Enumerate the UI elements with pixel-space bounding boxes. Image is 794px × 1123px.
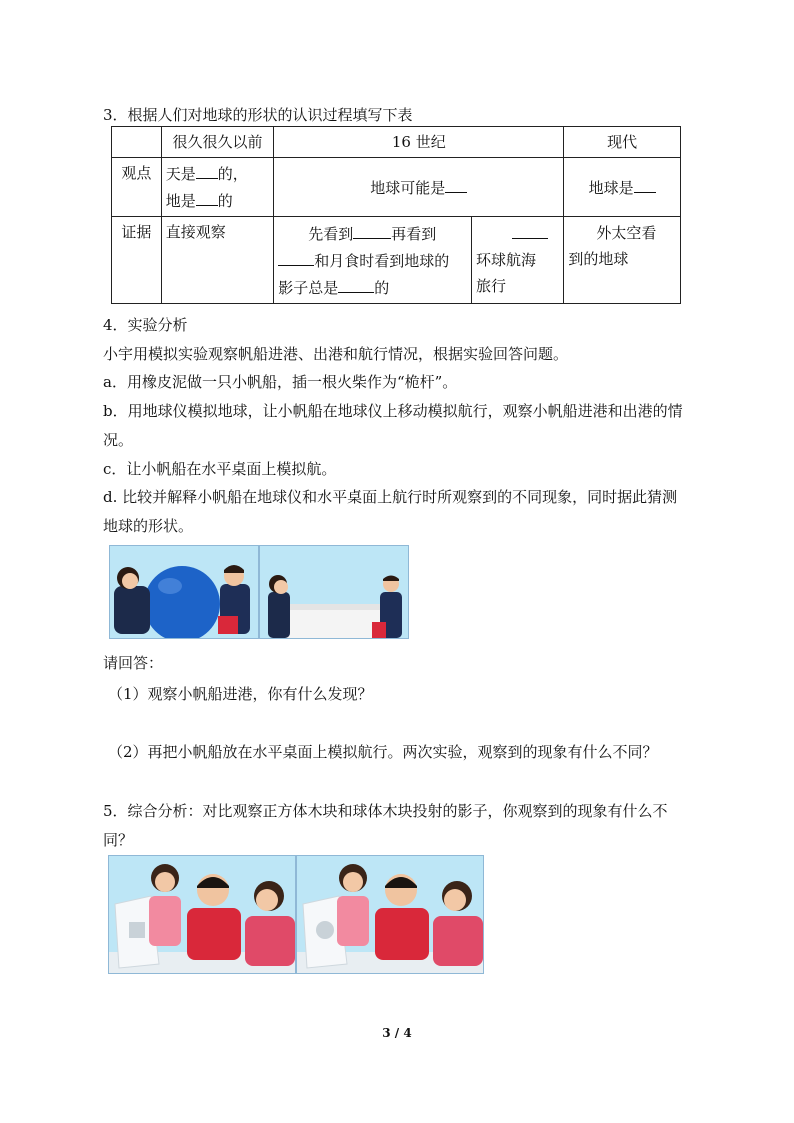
cell-evidence-16th-observe: 先看到 再看到 和月食时看到地球的 影子总是 的 [274, 217, 472, 304]
answer-blank[interactable] [353, 220, 391, 239]
table-row-evidence [112, 217, 681, 304]
q3-title: 3．根据人们对地球的形状的认识过程填写下表 [103, 106, 413, 124]
q5-line1: 5．综合分析：对比观察正方体木块和球体木块投射的影子，你观察到的现象有什么不 [103, 802, 668, 820]
answer-blank[interactable] [338, 274, 374, 293]
answer-blank[interactable] [196, 187, 218, 206]
earth-shape-table [111, 126, 681, 304]
table-experiment-photo [259, 545, 409, 639]
cell-evidence-modern: 外太空看 到的地球 [564, 217, 681, 304]
answer-prompt: 请回答： [103, 654, 164, 672]
cell-evidence-16th-voyage: 环球航海 旅行 [472, 217, 564, 304]
q4-title: 4．实验分析 [103, 316, 188, 334]
q4-step-c: c．让小帆船在水平桌面上模拟航。 [103, 460, 337, 478]
page-number: 3 / 4 [382, 1026, 412, 1040]
q4-intro: 小宇用模拟实验观察帆船进港、出港和航行情况，根据实验回答问题。 [103, 345, 569, 363]
row-label-viewpoint: 观点 [112, 158, 162, 217]
answer-blank[interactable] [634, 174, 656, 193]
q5-line2: 同？ [103, 831, 134, 849]
q4-step-d-line2: 地球的形状。 [103, 517, 194, 535]
cell-viewpoint-long-ago: 天是 的， 地是 的 [161, 158, 274, 217]
answer-blank[interactable] [196, 160, 218, 179]
row-label-evidence: 证据 [112, 217, 162, 304]
cube-shadow-photo [108, 855, 296, 974]
q4-step-b-line1: b．用地球仪模拟地球，让小帆船在地球仪上移动模拟航行，观察小帆船进港和出港的情 [103, 402, 683, 420]
header-long-ago: 很久很久以前 [161, 127, 274, 158]
sphere-shadow-photo [296, 855, 484, 974]
answer-blank[interactable] [512, 220, 548, 239]
header-16th-century: 16 世纪 [274, 127, 564, 158]
q4-step-b-line2: 况。 [103, 431, 134, 449]
globe-experiment-photo [109, 545, 259, 639]
q4-step-d-line1: d. 比较并解释小帆船在地球仪和水平桌面上航行时所观察到的不同现象，同时据此猜测 [103, 488, 678, 506]
cell-evidence-long-ago: 直接观察 [161, 217, 274, 304]
q4-step-a: a．用橡皮泥做一只小帆船，插一根火柴作为“桅杆”。 [103, 373, 458, 391]
answer-blank[interactable] [278, 247, 314, 266]
table-header-row [112, 127, 681, 158]
q4-subquestion-2: （2）再把小帆船放在水平桌面上模拟航行。两次实验，观察到的现象有什么不同？ [108, 743, 658, 761]
cell-viewpoint-modern: 地球是 [564, 158, 681, 217]
answer-blank[interactable] [445, 174, 467, 193]
header-modern: 现代 [564, 127, 681, 158]
cell-viewpoint-16th: 地球可能是 [274, 158, 564, 217]
q4-subquestion-1: （1）观察小帆船进港，你有什么发现？ [108, 685, 373, 703]
table-row-viewpoint [112, 158, 681, 217]
table-corner-cell [112, 127, 162, 158]
